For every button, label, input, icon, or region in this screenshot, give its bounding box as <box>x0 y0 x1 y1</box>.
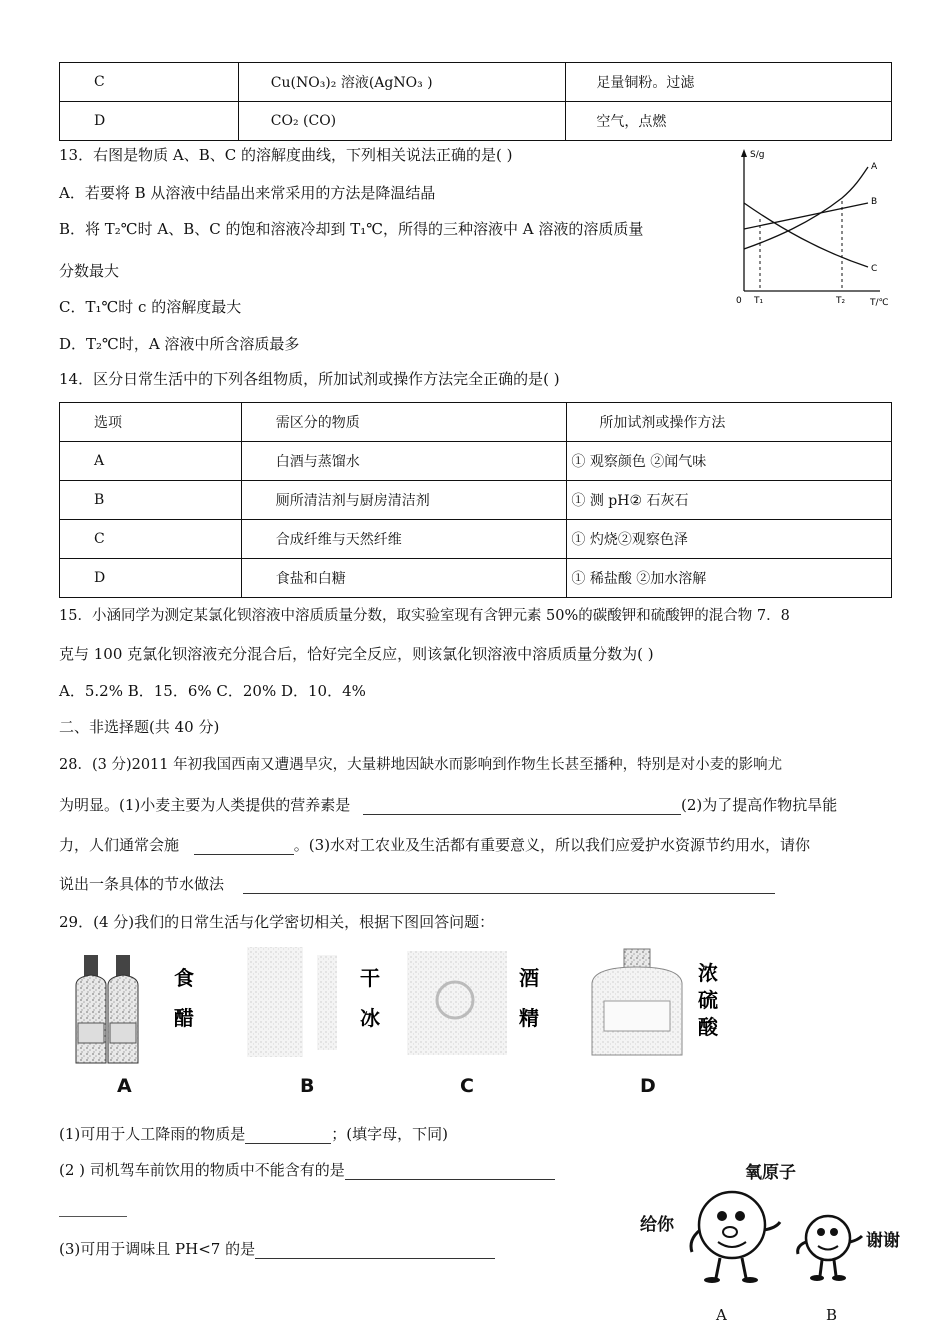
label-char: 精 <box>519 1006 539 1030</box>
label-char: 食 <box>174 966 194 990</box>
curve-c <box>744 203 868 267</box>
q29-sub1-text-b: ；(填字母，下同) <box>331 1125 448 1143</box>
q29-sub1 <box>59 1123 448 1144</box>
table-row <box>60 520 892 559</box>
cell-option: B <box>60 481 242 520</box>
cell-option: C <box>60 520 242 559</box>
label-char: 浓 <box>698 961 718 985</box>
q28-line2 <box>59 794 837 815</box>
cartoon-label-b: B <box>826 1306 838 1324</box>
cell-option: A <box>60 442 242 481</box>
label-char: 冰 <box>360 1006 380 1030</box>
q29-sub3-text: (3)可用于调味且 PH<7 的是 <box>59 1240 256 1258</box>
q28-line3 <box>59 834 810 855</box>
series-label-a: A <box>871 162 878 172</box>
sulfuric-acid-figure <box>582 945 732 1065</box>
x-tick-t2: T₂ <box>836 296 846 306</box>
curve-a <box>744 167 868 249</box>
series-label-c: C <box>871 264 878 274</box>
cell-item: 白酒与蒸馏水 <box>241 442 567 481</box>
q29-sub1-text: (1)可用于人工降雨的物质是 <box>59 1125 246 1143</box>
y-axis-arrow-icon <box>741 149 747 157</box>
table-row <box>60 559 892 598</box>
answer-blank-water-saving[interactable] <box>243 893 775 894</box>
oxygen-atom-cartoon <box>680 1180 870 1300</box>
cell-method: ① 观察颜色 ②闻气味 <box>567 442 892 481</box>
cell-item: CO₂ (CO) <box>238 102 566 141</box>
vinegar-bottles-figure <box>62 945 202 1075</box>
q13-option-b-line2: 分数最大 <box>59 262 120 280</box>
q13-option-a: A．若要将 B 从溶液中结晶出来常采用的方法是降温结晶 <box>59 184 436 202</box>
q15-line1: 15．小涵同学为测定某氯化钡溶液中溶质质量分数，取实验室现有含钾元素 50%的碳酸钾和硫酸钾的混合物 7．8 <box>59 608 790 624</box>
q13-stem: 13．右图是物质 A、B、C 的溶解度曲线，下列相关说法正确的是( ) <box>59 146 513 164</box>
q28-line3-text-b: 。(3)水对工农业及生活都有重要意义，所以我们应爱护水资源节约用水，请你 <box>293 836 811 854</box>
cell-option: C <box>60 63 239 102</box>
series-label-b: B <box>871 197 878 207</box>
cell-method: 足量铜粉。过滤 <box>566 63 892 102</box>
dry-ice-figure <box>245 945 385 1065</box>
q29-sub2-text: (2 ) 司机驾车前饮用的物质中不能含有的是 <box>59 1161 345 1179</box>
solubility-chart <box>730 143 895 308</box>
bottle-icon <box>108 955 138 1063</box>
cell-item: 食盐和白糖 <box>241 559 567 598</box>
q28-line1: 28．(3 分)2011 年初我国西南又遭遇旱灾，大量耕地因缺水而影响到作物生长甚至播种，特别是对小麦的影响尤 <box>59 757 783 773</box>
top-table <box>59 62 892 141</box>
q14-table <box>59 402 892 598</box>
label-char: 酒 <box>519 966 539 990</box>
q29-sub2 <box>59 1159 555 1180</box>
alcohol-image <box>407 951 507 1055</box>
figure-letter-b: B <box>300 1075 315 1097</box>
q13-option-c: C．T₁℃时 c 的溶解度最大 <box>59 298 242 316</box>
header-option: 选项 <box>60 403 242 442</box>
cell-option: D <box>60 102 239 141</box>
header-item: 需区分的物质 <box>241 403 567 442</box>
atom-a-icon <box>691 1192 780 1283</box>
cell-item: Cu(NO₃)₂ 溶液(AgNO₃ ) <box>238 63 566 102</box>
answer-blank-fertilizer[interactable] <box>194 854 294 855</box>
header-method: 所加试剂或操作方法 <box>567 403 892 442</box>
cell-method: ① 稀盐酸 ②加水溶解 <box>567 559 892 598</box>
q15-options: A．5.2% B．15．6% C．20% D．10．4% <box>59 682 366 700</box>
cartoon-right-text: 谢谢 <box>866 1231 900 1251</box>
figure-letter-a: A <box>117 1075 132 1097</box>
figure-letter-d: D <box>640 1075 656 1097</box>
table-header-row <box>60 403 892 442</box>
q28-line2-text-b: (2)为了提高作物抗旱能 <box>681 796 838 814</box>
x-tick-t1: T₁ <box>754 296 764 306</box>
q29-sub3 <box>59 1238 495 1259</box>
answer-blank-rain[interactable] <box>245 1143 331 1144</box>
answer-blank-driving[interactable] <box>345 1179 555 1180</box>
cartoon-title: 氧原子 <box>745 1163 796 1183</box>
bottle-icon <box>76 955 106 1063</box>
answer-blank-seasoning[interactable] <box>255 1258 495 1259</box>
alcohol-figure <box>405 945 550 1065</box>
q29-stem: 29．(4 分)我们的日常生活与化学密切相关，根据下图回答问题： <box>59 913 495 931</box>
cell-option: D <box>60 559 242 598</box>
q28-line2-text: 为明显。(1)小麦主要为人类提供的营养素是 <box>59 796 351 814</box>
cell-item: 厕所清洁剂与厨房清洁剂 <box>241 481 567 520</box>
answer-blank-continuation[interactable] <box>59 1216 127 1217</box>
q13-option-b-line1: B．将 T₂℃时 A、B、C 的饱和溶液冷却到 T₁℃，所得的三种溶液中 A 溶液的溶质质量 <box>59 220 644 238</box>
cell-method: ① 测 pH② 石灰石 <box>567 481 892 520</box>
q28-line4-text: 说出一条具体的节水做法 <box>59 875 225 893</box>
table-row <box>60 63 892 102</box>
cell-item: 合成纤维与天然纤维 <box>241 520 567 559</box>
dry-ice-image <box>247 947 303 1057</box>
table-row <box>60 481 892 520</box>
x-axis-label: T/℃ <box>870 298 889 308</box>
table-row <box>60 102 892 141</box>
q28-line4 <box>59 873 775 894</box>
y-axis-label: S/g <box>750 150 765 160</box>
q15-line2: 克与 100 克氯化钡溶液充分混合后，恰好完全反应，则该氯化钡溶液中溶质质量分数为( ) <box>59 645 654 663</box>
cell-method: 空气，点燃 <box>566 102 892 141</box>
figure-letter-c: C <box>460 1075 474 1097</box>
section-heading: 二、非选择题(共 40 分) <box>59 718 220 736</box>
answer-blank-nutrient[interactable] <box>363 814 681 815</box>
cartoon-left-text: 给你 <box>640 1215 674 1235</box>
origin-label: 0 <box>736 296 742 306</box>
label-char: 干 <box>360 966 380 990</box>
table-row <box>60 442 892 481</box>
label-char: 酸 <box>698 1015 718 1039</box>
atom-b-icon <box>798 1216 862 1281</box>
q14-stem: 14．区分日常生活中的下列各组物质，所加试剂或操作方法完全正确的是( ) <box>59 370 560 388</box>
cell-method: ① 灼烧②观察色泽 <box>567 520 892 559</box>
label-char: 醋 <box>174 1006 194 1030</box>
reagent-bottle-icon <box>592 949 682 1055</box>
cartoon-label-a: A <box>716 1306 727 1324</box>
label-char: 硫 <box>698 988 718 1012</box>
q28-line3-text: 力，人们通常会施 <box>59 836 180 854</box>
q13-option-d: D．T₂℃时，A 溶液中所含溶质最多 <box>59 335 300 353</box>
